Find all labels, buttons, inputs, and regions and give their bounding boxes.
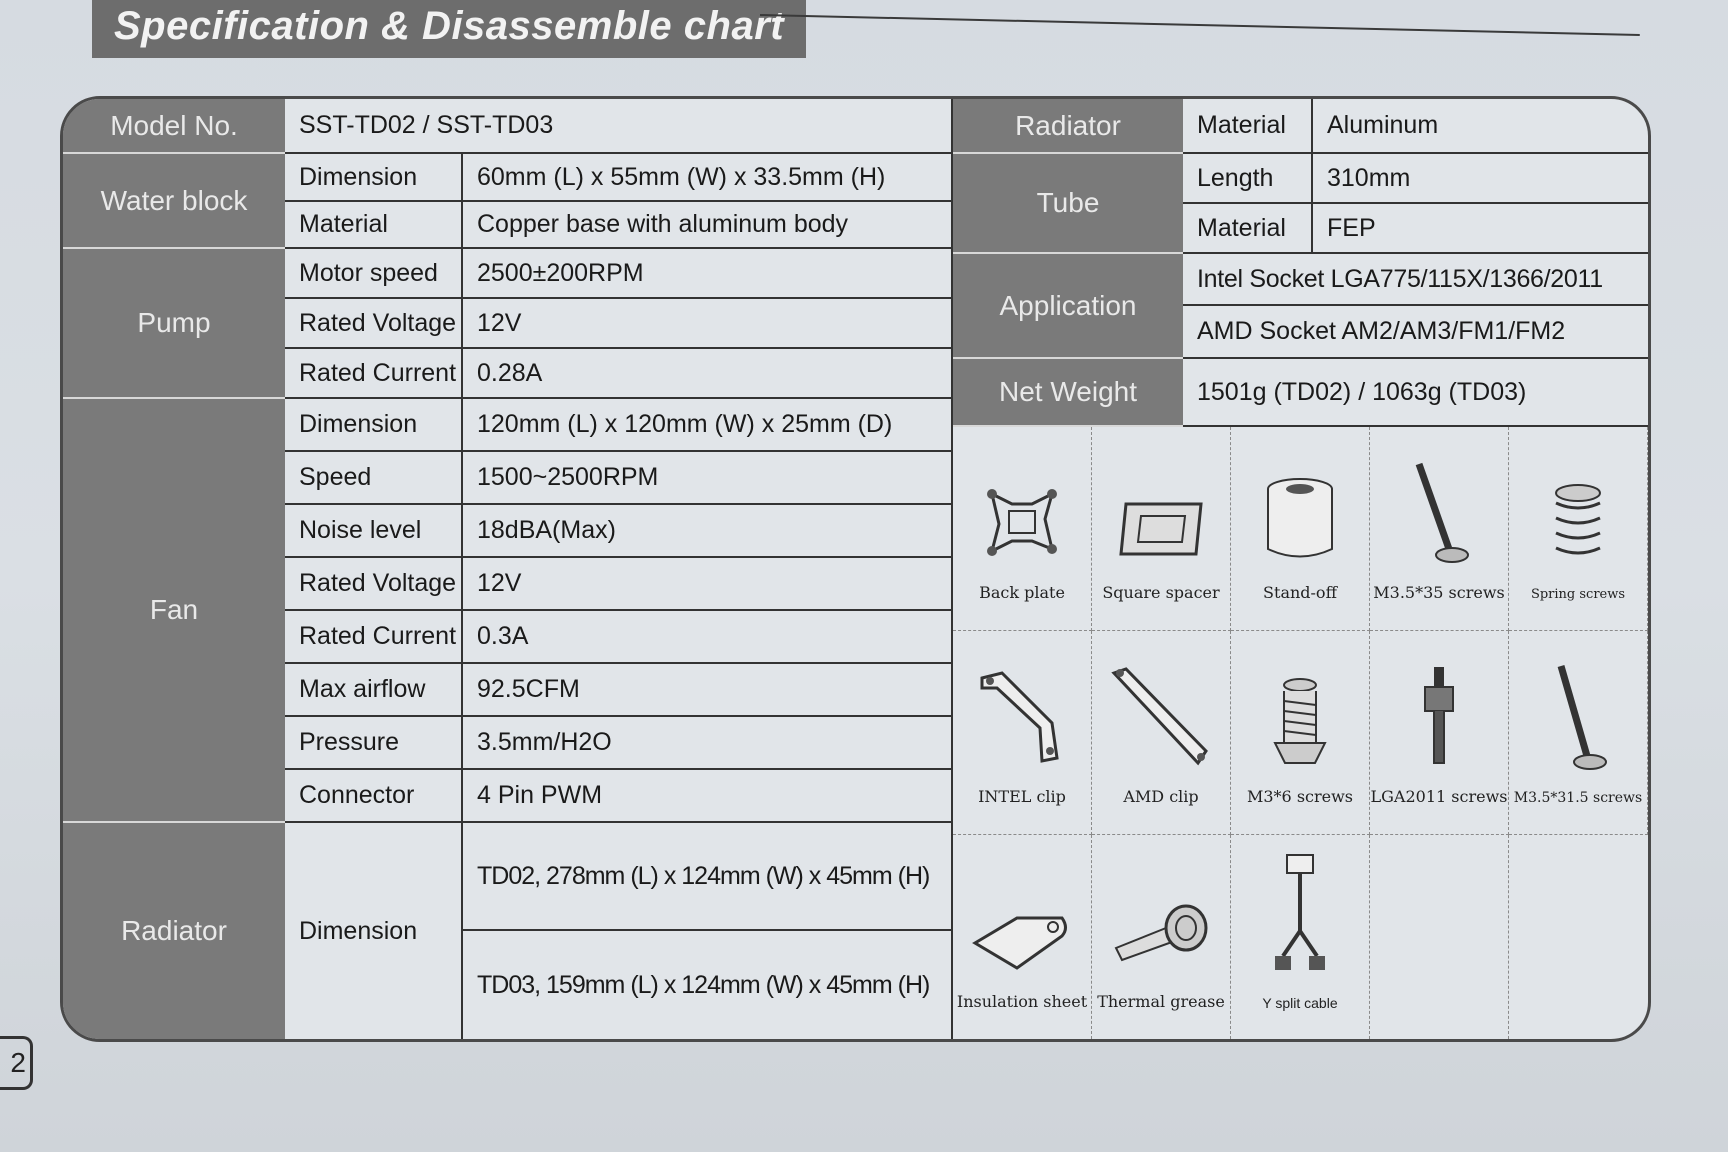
fan-label-4: Rated Voltage: [285, 558, 463, 611]
part-m35-315-screws: [1509, 631, 1648, 835]
intel-clip-icon: [972, 663, 1072, 773]
fan-label-8: Connector: [285, 770, 463, 823]
part-label: M3*6 screws: [1246, 787, 1354, 806]
part-thermal-grease: [1092, 835, 1231, 1039]
part-label: AMD clip: [1123, 787, 1199, 806]
application-amd: AMD Socket AM2/AM3/FM1/FM2: [1183, 306, 1648, 359]
part-label: Thermal grease: [1097, 992, 1225, 1011]
water-block-value-1: 60mm (L) x 55mm (W) x 33.5mm (H): [463, 154, 953, 202]
radiator-dimension-label: Dimension: [285, 823, 463, 1039]
part-label: M3.5*35 screws: [1373, 583, 1505, 602]
fan-value-6: 92.5CFM: [463, 664, 953, 717]
radiator-head: Radiator: [63, 823, 285, 1039]
radiator-material-label: Material: [1183, 99, 1313, 154]
part-label: Insulation sheet: [956, 992, 1088, 1011]
fan-value-1: 120mm (L) x 120mm (W) x 25mm (D): [463, 399, 953, 452]
fan-label-5: Rated Current: [285, 611, 463, 664]
tube-value-1: 310mm: [1313, 154, 1648, 204]
fan-value-4: 12V: [463, 558, 953, 611]
tube-label-2: Material: [1183, 204, 1313, 254]
part-label: Stand-off: [1263, 583, 1337, 602]
page-title: Specification & Disassemble chart: [92, 0, 806, 58]
part-stand-off: [1231, 427, 1370, 631]
square-spacer-icon: [1111, 489, 1211, 569]
radiator-material-value: Aluminum: [1313, 99, 1648, 154]
fan-value-2: 1500~2500RPM: [463, 452, 953, 505]
pump-label-2: Rated Voltage: [285, 299, 463, 349]
part-amd-clip: [1092, 631, 1231, 835]
fan-value-7: 3.5mm/H2O: [463, 717, 953, 770]
long-screw-icon: [1543, 661, 1613, 776]
page-number: 2: [0, 1036, 33, 1090]
part-y-split-cable: [1231, 835, 1370, 1039]
spec-sheet: [60, 96, 1651, 1042]
water-block-label-1: Dimension: [285, 154, 463, 202]
part-label: Square spacer: [1102, 583, 1220, 602]
part-square-spacer: [1092, 427, 1231, 631]
part-label: Spring screws: [1530, 587, 1626, 602]
part-m3-6-screws: [1231, 631, 1370, 835]
pump-head: Pump: [63, 249, 285, 399]
radiator-dimension-td02: TD02, 278mm (L) x 124mm (W) x 45mm (H): [463, 823, 953, 931]
radiator-right-head: Radiator: [953, 99, 1183, 154]
lga2011-screw-icon: [1409, 663, 1469, 773]
pump-label-3: Rated Current: [285, 349, 463, 399]
application-intel: Intel Socket LGA775/115X/1366/2011: [1183, 254, 1648, 306]
pump-value-2: 12V: [463, 299, 953, 349]
part-m35-35-screws: [1370, 427, 1509, 631]
fan-label-7: Pressure: [285, 717, 463, 770]
part-label: Back plate: [979, 583, 1065, 602]
fan-label-2: Speed: [285, 452, 463, 505]
thermal-grease-icon: [1106, 898, 1216, 978]
fan-value-8: 4 Pin PWM: [463, 770, 953, 823]
application-head: Application: [953, 254, 1183, 359]
part-empty-2: [1509, 835, 1648, 1039]
long-screw-icon: [1404, 459, 1474, 569]
model-value: SST-TD02 / SST-TD03: [285, 99, 953, 154]
parts-grid: [953, 427, 1648, 1039]
tube-head: Tube: [953, 154, 1183, 254]
net-weight-head: Net Weight: [953, 359, 1183, 427]
stand-off-icon: [1260, 474, 1340, 569]
tube-value-2: FEP: [1313, 204, 1648, 254]
water-block-value-2: Copper base with aluminum body: [463, 202, 953, 249]
spring-screw-icon: [1543, 478, 1613, 573]
y-split-cable-icon: [1265, 851, 1335, 981]
fan-head: Fan: [63, 399, 285, 823]
part-spring-screws: [1509, 427, 1648, 631]
tube-label-1: Length: [1183, 154, 1313, 204]
short-screw-icon: [1260, 673, 1340, 773]
part-lga2011-screws: [1370, 631, 1509, 835]
back-plate-icon: [977, 479, 1067, 569]
pump-label-1: Motor speed: [285, 249, 463, 299]
part-label: Y split cable: [1262, 995, 1338, 1011]
part-label: M3.5*31.5 screws: [1513, 790, 1643, 806]
water-block-head: Water block: [63, 154, 285, 249]
radiator-dimension-td03: TD03, 159mm (L) x 124mm (W) x 45mm (H): [463, 931, 953, 1039]
amd-clip-icon: [1106, 663, 1216, 773]
pump-value-3: 0.28A: [463, 349, 953, 399]
fan-label-6: Max airflow: [285, 664, 463, 717]
part-intel-clip: [953, 631, 1092, 835]
part-label: LGA2011 screws: [1370, 787, 1508, 806]
insulation-sheet-icon: [967, 908, 1077, 978]
part-label: INTEL clip: [978, 787, 1066, 806]
fan-value-5: 0.3A: [463, 611, 953, 664]
water-block-label-2: Material: [285, 202, 463, 249]
pump-value-1: 2500±200RPM: [463, 249, 953, 299]
part-insulation-sheet: [953, 835, 1092, 1039]
part-empty-1: [1370, 835, 1509, 1039]
fan-label-1: Dimension: [285, 399, 463, 452]
fan-value-3: 18dBA(Max): [463, 505, 953, 558]
net-weight-value: 1501g (TD02) / 1063g (TD03): [1183, 359, 1648, 427]
title-rule: [760, 14, 1640, 36]
model-head: Model No.: [63, 99, 285, 154]
fan-label-3: Noise level: [285, 505, 463, 558]
part-back-plate: [953, 427, 1092, 631]
